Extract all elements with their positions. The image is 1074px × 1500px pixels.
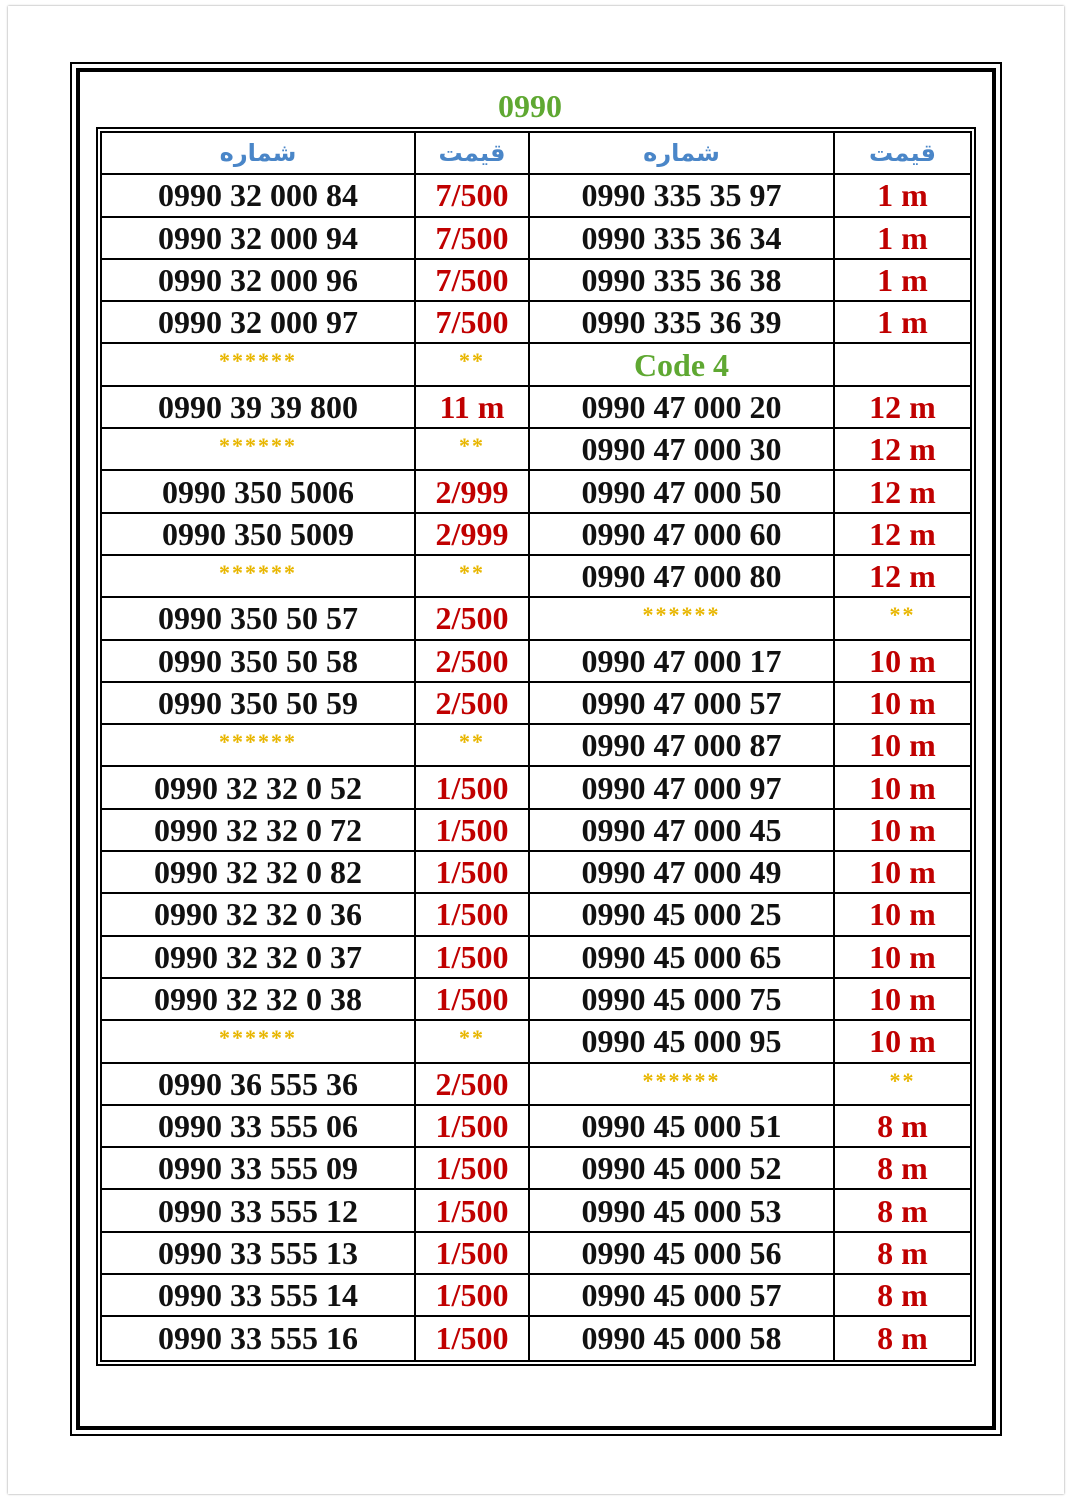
cell-number-right: ****** xyxy=(530,1064,835,1104)
header-price-right: قیمت xyxy=(868,139,936,168)
cell-price-right: 10 m xyxy=(869,642,936,679)
table-row xyxy=(102,1064,970,1106)
cell-price-left: 1/500 xyxy=(416,1233,530,1273)
cell-price-right: 1 m xyxy=(877,177,928,214)
cell-number-right: 0990 45 000 53 xyxy=(530,1190,835,1230)
cell-price-left: ** xyxy=(416,344,530,384)
cell-number-left: 0990 32 000 94 xyxy=(102,218,416,258)
cell-price-right: 8 m xyxy=(877,1320,928,1357)
cell-number-right: 0990 45 000 51 xyxy=(530,1106,835,1146)
cell-number-right: 0990 45 000 75 xyxy=(530,979,835,1019)
table-row xyxy=(102,852,970,894)
cell-number-right: 0990 47 000 50 xyxy=(530,471,835,511)
cell-price-left: 1/500 xyxy=(416,1106,530,1146)
cell-number-left: 0990 33 555 12 xyxy=(102,1190,416,1230)
cell-price-right: 1 m xyxy=(877,262,928,299)
table-row xyxy=(102,1233,970,1275)
cell-price-right: 12 m xyxy=(869,473,936,510)
cell-price-right: 10 m xyxy=(869,981,936,1018)
table-row xyxy=(102,1106,970,1148)
cell-number-right: 0990 47 000 87 xyxy=(530,725,835,765)
cell-number-right: 0990 47 000 49 xyxy=(530,852,835,892)
cell-price-left: 1/500 xyxy=(416,1275,530,1315)
cell-number-left: 0990 350 50 58 xyxy=(102,641,416,681)
cell-price-left: 1/500 xyxy=(416,1317,530,1359)
cell-number-left: ****** xyxy=(102,556,416,596)
cell-price-left: 1/500 xyxy=(416,1148,530,1188)
cell-price-left: 2/999 xyxy=(416,514,530,554)
table-row xyxy=(102,218,970,260)
cell-price-left: 2/500 xyxy=(416,598,530,638)
cell-number-right: 0990 47 000 45 xyxy=(530,810,835,850)
cell-number-left: 0990 350 50 57 xyxy=(102,598,416,638)
table-row xyxy=(102,387,970,429)
cell-price-right: ** xyxy=(889,602,916,628)
cell-number-left: 0990 33 555 09 xyxy=(102,1148,416,1188)
cell-price-left: 7/500 xyxy=(416,218,530,258)
cell-price-right: ** xyxy=(889,1067,916,1093)
table-row xyxy=(102,471,970,513)
cell-number-right: 0990 47 000 57 xyxy=(530,683,835,723)
table-row xyxy=(102,894,970,936)
cell-price-right: 8 m xyxy=(877,1150,928,1187)
cell-number-right: 0990 335 35 97 xyxy=(530,175,835,215)
cell-number-right: 0990 335 36 38 xyxy=(530,260,835,300)
cell-price-left: 1/500 xyxy=(416,937,530,977)
header-number-left: شماره xyxy=(102,133,416,173)
cell-price-left: ** xyxy=(416,725,530,765)
cell-price-right: 10 m xyxy=(869,811,936,848)
table-row xyxy=(102,1190,970,1232)
cell-price-left: 7/500 xyxy=(416,175,530,215)
cell-number-left: 0990 32 32 0 37 xyxy=(102,937,416,977)
cell-number-right: 0990 45 000 56 xyxy=(530,1233,835,1273)
cell-number-right: 0990 47 000 60 xyxy=(530,514,835,554)
cell-price-right: 8 m xyxy=(877,1192,928,1229)
cell-price-right: 10 m xyxy=(869,1023,936,1060)
cell-price-left: 2/500 xyxy=(416,1064,530,1104)
cell-price-left: 7/500 xyxy=(416,302,530,342)
cell-number-left: 0990 39 39 800 xyxy=(102,387,416,427)
table-row xyxy=(102,725,970,767)
cell-price-right: 12 m xyxy=(869,515,936,552)
cell-price-right: 1 m xyxy=(877,304,928,341)
table-row xyxy=(102,683,970,725)
cell-price-right xyxy=(835,344,970,384)
cell-price-left: 1/500 xyxy=(416,979,530,1019)
cell-price-right: 12 m xyxy=(869,431,936,468)
cell-number-right: 0990 45 000 25 xyxy=(530,894,835,934)
header-price-left: قیمت xyxy=(416,133,530,173)
cell-number-right: 0990 45 000 52 xyxy=(530,1148,835,1188)
table-row xyxy=(102,260,970,302)
price-table xyxy=(96,127,976,1366)
table-row xyxy=(102,598,970,640)
cell-number-right: ****** xyxy=(530,598,835,638)
cell-number-left: 0990 36 555 36 xyxy=(102,1064,416,1104)
cell-number-left: 0990 32 32 0 36 xyxy=(102,894,416,934)
cell-number-left: 0990 33 555 13 xyxy=(102,1233,416,1273)
cell-number-left: ****** xyxy=(102,344,416,384)
cell-number-left: 0990 33 555 14 xyxy=(102,1275,416,1315)
cell-price-left: ** xyxy=(416,556,530,596)
cell-number-right: 0990 45 000 65 xyxy=(530,937,835,977)
cell-number-right: Code 4 xyxy=(530,344,835,384)
cell-number-left: 0990 33 555 16 xyxy=(102,1317,416,1359)
cell-number-right: 0990 47 000 20 xyxy=(530,387,835,427)
cell-price-right: 8 m xyxy=(877,1107,928,1144)
cell-price-right: 10 m xyxy=(869,896,936,933)
cell-number-right: 0990 45 000 95 xyxy=(530,1021,835,1061)
cell-price-left: 1/500 xyxy=(416,767,530,807)
page-title: 0990 xyxy=(498,88,562,124)
table-row xyxy=(102,810,970,852)
table-row xyxy=(102,1317,970,1359)
cell-number-left: 0990 32 000 84 xyxy=(102,175,416,215)
table-header-row xyxy=(102,133,970,175)
cell-price-right: 8 m xyxy=(877,1277,928,1314)
table-row xyxy=(102,937,970,979)
cell-price-right: 10 m xyxy=(869,727,936,764)
cell-price-right: 10 m xyxy=(869,854,936,891)
cell-price-left: 1/500 xyxy=(416,894,530,934)
cell-price-right: 10 m xyxy=(869,938,936,975)
cell-price-right: 12 m xyxy=(869,558,936,595)
cell-number-left: ****** xyxy=(102,1021,416,1061)
cell-price-left: 7/500 xyxy=(416,260,530,300)
cell-price-left: ** xyxy=(416,429,530,469)
table-row xyxy=(102,302,970,344)
cell-price-right: 10 m xyxy=(869,769,936,806)
table-row xyxy=(102,429,970,471)
cell-number-left: ****** xyxy=(102,725,416,765)
cell-price-left: 11 m xyxy=(416,387,530,427)
cell-number-left: 0990 32 000 97 xyxy=(102,302,416,342)
cell-price-right: 10 m xyxy=(869,685,936,721)
cell-number-left: 0990 32 000 96 xyxy=(102,260,416,300)
cell-price-left: 1/500 xyxy=(416,810,530,850)
cell-number-right: 0990 47 000 80 xyxy=(530,556,835,596)
cell-price-right: 1 m xyxy=(877,219,928,256)
cell-number-left: 0990 33 555 06 xyxy=(102,1106,416,1146)
cell-number-right: 0990 47 000 17 xyxy=(530,641,835,681)
cell-number-left: 0990 350 5009 xyxy=(102,514,416,554)
cell-price-right: 12 m xyxy=(869,388,936,425)
cell-number-left: 0990 350 50 59 xyxy=(102,683,416,723)
table-row xyxy=(102,344,970,386)
cell-price-left: 2/500 xyxy=(416,683,530,723)
table-row xyxy=(102,1275,970,1317)
table-row xyxy=(102,1021,970,1063)
cell-price-left: 2/999 xyxy=(416,471,530,511)
cell-number-left: 0990 32 32 0 52 xyxy=(102,767,416,807)
cell-number-left: ****** xyxy=(102,429,416,469)
table-row xyxy=(102,767,970,809)
cell-number-left: 0990 32 32 0 72 xyxy=(102,810,416,850)
cell-number-left: 0990 32 32 0 38 xyxy=(102,979,416,1019)
cell-number-right: 0990 335 36 39 xyxy=(530,302,835,342)
table-row xyxy=(102,514,970,556)
table-row xyxy=(102,1148,970,1190)
table-row xyxy=(102,556,970,598)
cell-number-right: 0990 45 000 58 xyxy=(530,1317,835,1359)
cell-number-right: 0990 45 000 57 xyxy=(530,1275,835,1315)
cell-price-left: 1/500 xyxy=(416,852,530,892)
cell-number-right: 0990 47 000 97 xyxy=(530,767,835,807)
cell-price-left: 2/500 xyxy=(416,641,530,681)
table-row xyxy=(102,641,970,683)
cell-price-left: ** xyxy=(416,1021,530,1061)
cell-number-left: 0990 32 32 0 82 xyxy=(102,852,416,892)
header-number-right: شماره xyxy=(530,133,835,173)
table-row xyxy=(102,175,970,217)
cell-number-right: 0990 47 000 30 xyxy=(530,429,835,469)
cell-price-right: 8 m xyxy=(877,1234,928,1271)
cell-number-right: 0990 335 36 34 xyxy=(530,218,835,258)
cell-price-left: 1/500 xyxy=(416,1190,530,1230)
table-row xyxy=(102,979,970,1021)
cell-number-left: 0990 350 5006 xyxy=(102,471,416,511)
